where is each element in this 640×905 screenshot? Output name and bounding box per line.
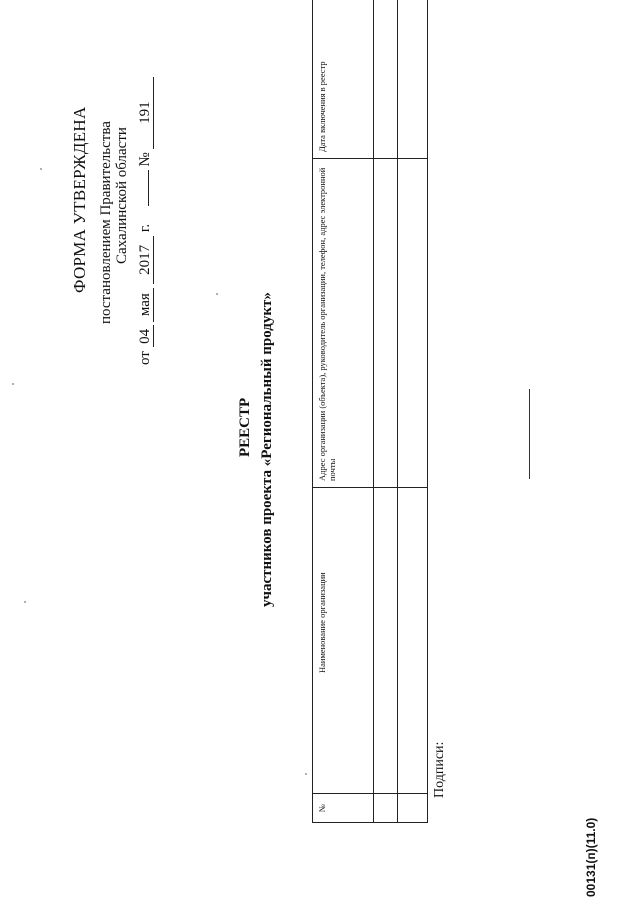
number-value: 191 bbox=[138, 77, 154, 149]
approval-line-2: Сахалинской области bbox=[114, 127, 130, 264]
col-address-header: Адрес организации (объекта), руководитель организации, телефон, адрес электронной почты bbox=[313, 159, 374, 488]
scan-speck bbox=[216, 293, 218, 295]
table-row bbox=[398, 0, 428, 823]
approval-date-line bbox=[137, 77, 154, 365]
registry-subtitle: участников проекта «Региональный продукт» bbox=[259, 292, 275, 607]
registry-title: РЕЕСТР bbox=[237, 397, 253, 457]
table-row bbox=[374, 0, 398, 823]
year-suffix: г. bbox=[137, 223, 153, 233]
date-blank bbox=[148, 170, 149, 206]
scan-speck bbox=[305, 773, 307, 775]
table-header-row bbox=[313, 0, 374, 823]
col-date-header: Дата включения в реестр bbox=[313, 0, 374, 159]
approval-title: ФОРМА УТВЕРЖДЕНА bbox=[70, 106, 89, 293]
document-code: 00131(п)(11.0) bbox=[584, 817, 598, 897]
divider-line bbox=[529, 389, 530, 479]
col-number-header: № bbox=[313, 794, 374, 823]
date-month: мая bbox=[138, 288, 154, 322]
scan-speck bbox=[24, 601, 26, 603]
date-year: 2017 bbox=[138, 236, 154, 284]
approval-line-1: постановлением Правительства bbox=[98, 121, 114, 324]
scan-speck bbox=[40, 168, 42, 170]
from-label: от bbox=[137, 351, 153, 365]
col-name-header: Наименование организации bbox=[313, 488, 374, 794]
scan-speck bbox=[12, 383, 14, 385]
date-day: 04 bbox=[138, 325, 154, 347]
signatures-label: Подписи: bbox=[432, 741, 447, 798]
number-label: № bbox=[137, 152, 153, 167]
registry-table bbox=[312, 0, 428, 823]
